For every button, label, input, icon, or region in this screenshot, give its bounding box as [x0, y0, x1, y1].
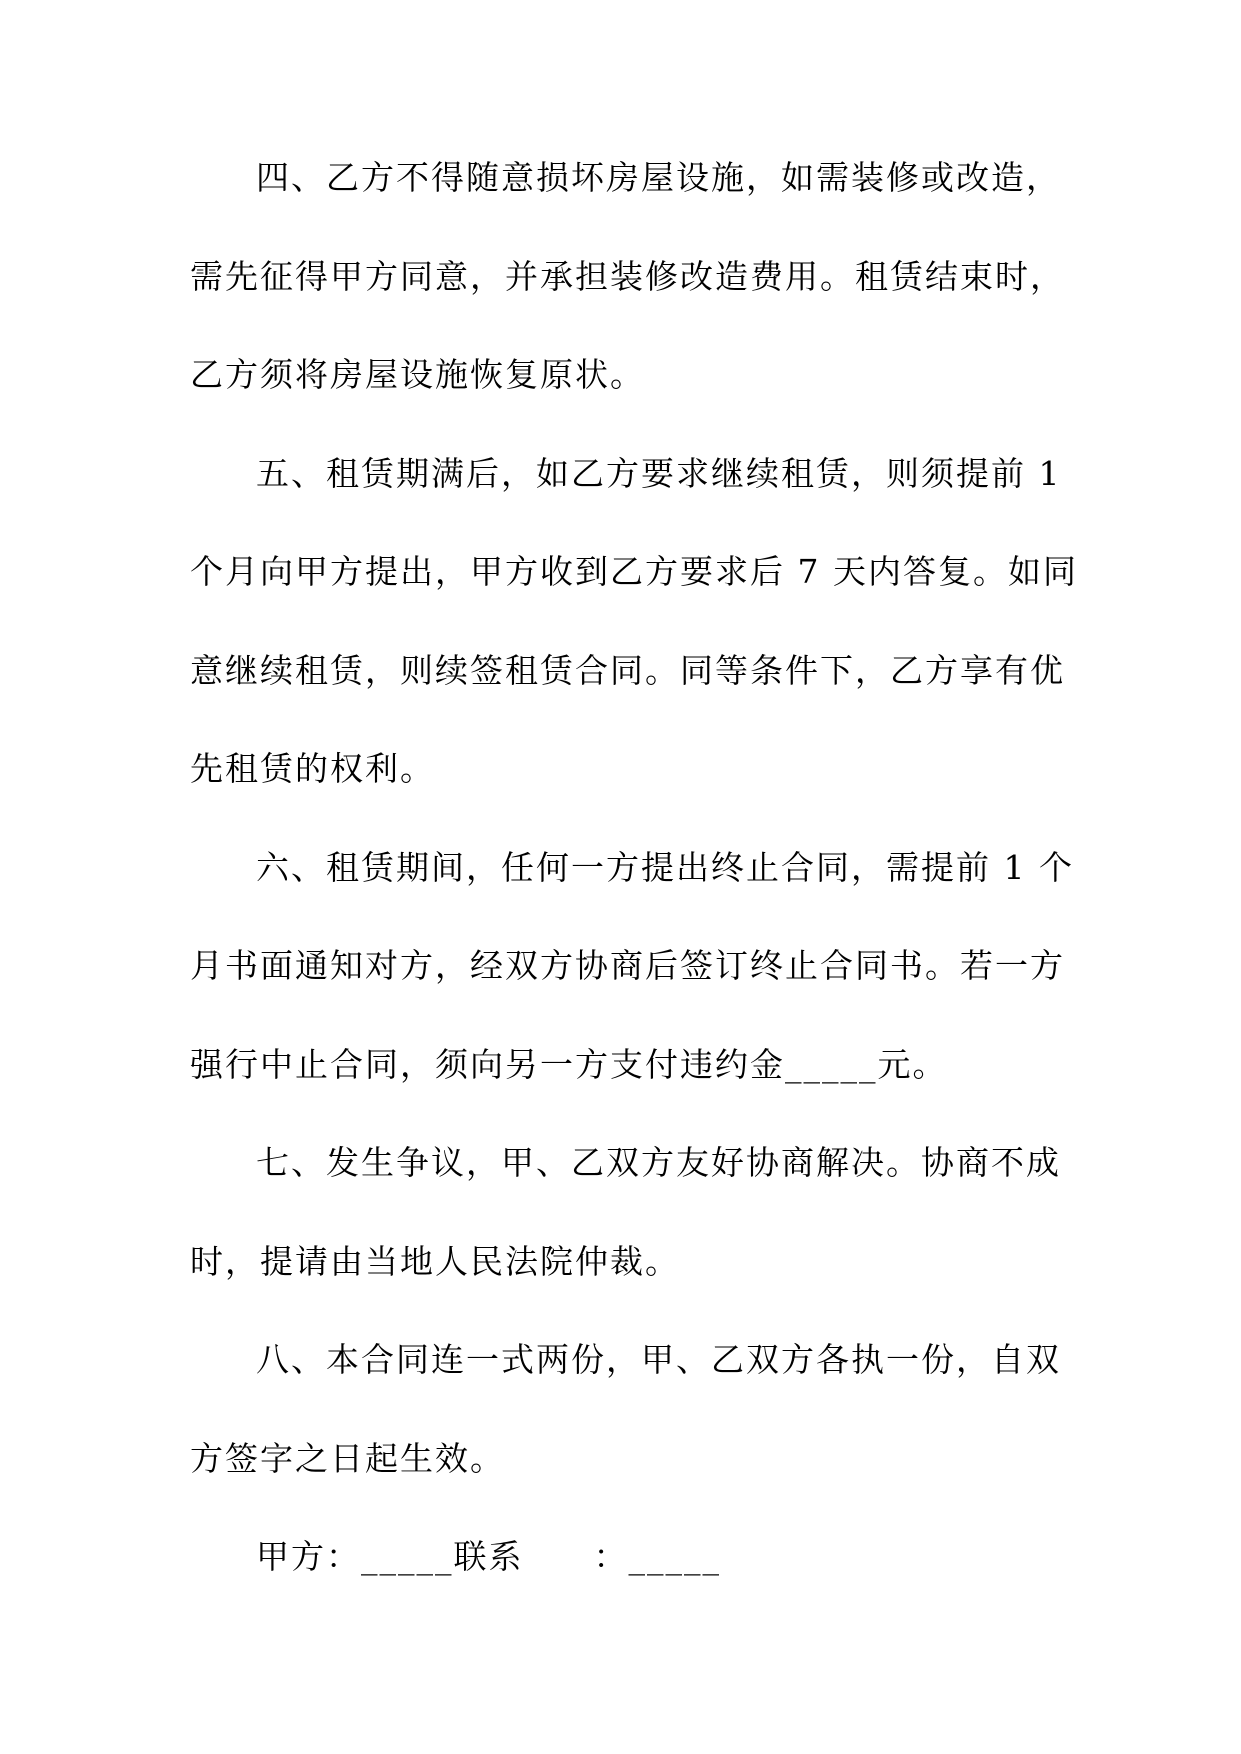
contract-body: [190, 150, 1078, 1628]
clause-7-line-1: 七、发生争议，甲、乙双方友好协商解决。协商不成: [256, 1143, 1061, 1182]
clause-6-line-2: 月书面通知对方，经双方协商后签订终止合同书。若一方: [190, 946, 1065, 985]
clause-6-line-3: 强行中止合同，须向另一方支付违约金_____元。: [190, 1044, 948, 1084]
clause-7-line-2: 时，提请由当地人民法院仲裁。: [190, 1241, 680, 1281]
clause-5-line-1: 五、租赁期满后，如乙方要求继续租赁，则须提前 1: [256, 453, 1062, 493]
clause-5-line-4: 先租赁的权利。: [190, 749, 435, 788]
clause-8-line-1: 八、本合同连一式两份，甲、乙双方各执一份，自双: [256, 1340, 1061, 1379]
clause-4-line-3: 乙方须将房屋设施恢复原状。: [190, 355, 645, 394]
clause-4-line-2: 需先征得甲方同意，并承担装修改造费用。租赁结束时，: [190, 256, 1065, 296]
clause-5-line-3: 意继续租赁，则续签租赁合同。同等条件下，乙方享有优: [190, 650, 1065, 690]
clause-6-line-1: 六、租赁期间，任何一方提出终止合同，需提前 1 个: [256, 847, 1074, 887]
clause-5-line-2: 个月向甲方提出，甲方收到乙方要求后 7 天内答复。如同: [190, 552, 1078, 591]
clause-4-line-1: 四、乙方不得随意损坏房屋设施，如需装修或改造，: [256, 158, 1061, 197]
clause-8-line-2: 方签字之日起生效。: [190, 1438, 505, 1478]
party-a-signature-line: 甲方：_____联系 ：_____: [256, 1537, 721, 1576]
